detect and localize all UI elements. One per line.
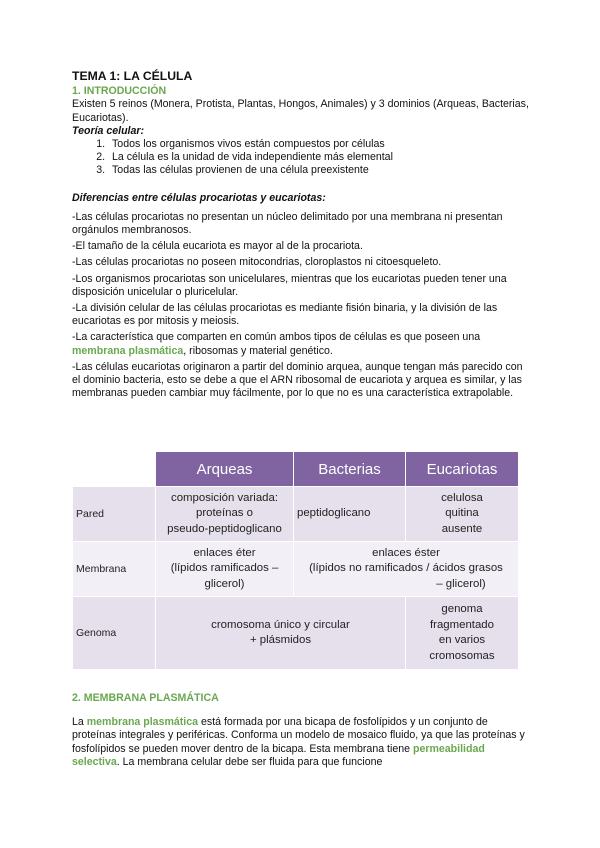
cell-membrana-bacterias-eucariotas: enlaces éster (lípidos no ramificados / ácidos grasos – glicerol) (294, 542, 519, 597)
difference-item: -Las células procariotas no presentan un núcleo delimitado por una membrana ni presentan orgánulos membranosos. (72, 210, 503, 237)
comparison-table (72, 451, 519, 670)
document-page (72, 70, 532, 403)
row-label-membrana: Membrana (73, 542, 156, 597)
section-heading-membrana-plasmatica: 2. MEMBRANA PLASMÁTICA (72, 692, 219, 704)
difference-item: -Los organismos procariotas son unicelulares, mientras que los eucariotas pueden tener una disposición unicelular o pluricelular. (72, 272, 507, 298)
list-item: 2. La célula es la unidad de vida independiente más elemental (108, 151, 532, 164)
highlight-permeabilidad-selectiva: permeabilidad selectiva (72, 742, 485, 768)
table-row (73, 542, 519, 597)
section-heading-introduccion: 1. INTRODUCCIÓN (72, 85, 167, 98)
page-title: TEMA 1: LA CÉLULA (72, 69, 193, 83)
header-bacterias: Bacterias (294, 452, 406, 487)
list-item: 3. Todas las células provienen de una célula preexistente (108, 164, 532, 177)
membrana-paragraph: La membrana plasmática está formada por una bicapa de fosfolípidos y un conjunto de proteínas integrales y periféricas. Conforma un modelo de mosaico fluido, ya que las proteínas y fosfolípidos se pueden mover dentro de la bicapa. Esta membrana tiene permeabilidad selectiva. La membrana celular debe ser fluida para que funcione (72, 716, 525, 768)
cell-genoma-arqueas-bacterias: cromosoma único y circular + plásmidos (156, 597, 406, 670)
shared-features-paragraph: -La característica que comparten en común ambos tipos de células es que poseen una membrana plasmática, ribosomas y material genético. (72, 331, 481, 357)
theory-heading: Teoría celular: (72, 124, 145, 137)
cell-genoma-eucariotas: genoma fragmentado en varios cromosomas (406, 597, 519, 670)
section-membrana (72, 692, 534, 769)
intro-paragraph: Existen 5 reinos (Monera, Protista, Plantas, Hongos, Animales) y 3 dominios (Arqueas, Bacterias, Eucariotas). (72, 98, 529, 124)
cell-membrana-arqueas: enlaces éter (lípidos ramificados – glicerol) (156, 542, 294, 597)
cell-pared-bacterias: peptidoglicano (294, 487, 406, 542)
table-corner (73, 452, 156, 487)
difference-item: -La división celular de las células procariotas es mediante fisión binaria, y la división de las eucariotas es por mitosis y meiosis. (72, 302, 498, 328)
differences-heading: Diferencias entre células procariotas y eucariotas: (72, 191, 326, 204)
cell-pared-arqueas: composición variada: proteínas o pseudo-peptidoglicano (156, 487, 294, 542)
cell-pared-eucariotas: celulosa quitina ausente (406, 487, 519, 542)
highlight-membrana-plasmatica: membrana plasmática (72, 344, 184, 357)
table-row (73, 487, 519, 542)
table-row (73, 597, 519, 670)
header-eucariotas: Eucariotas (406, 452, 519, 487)
row-label-genoma: Genoma (73, 597, 156, 670)
difference-item: -El tamaño de la célula eucariota es mayor al de la procariota. (72, 240, 363, 253)
difference-item: -Las células procariotas no poseen mitocondrias, cloroplastos ni citoesqueleto. (72, 256, 442, 269)
highlight-membrana-plasmatica: membrana plasmática (86, 716, 199, 729)
row-label-pared: Pared (73, 487, 156, 542)
theory-list (72, 138, 532, 178)
origin-paragraph: -Las células eucariotas originaron a partir del dominio arquea, aunque tengan más parecido con el dominio bacteria, esto se debe a que el ARN ribosomal de eucariota y arquea es similar, y las membranas pueden cambiar muy fácilmente, por lo que no es una característica extrapolable. (72, 360, 523, 400)
list-item: 1. Todos los organismos vivos están compuestos por células (108, 138, 532, 151)
header-arqueas: Arqueas (156, 452, 294, 487)
